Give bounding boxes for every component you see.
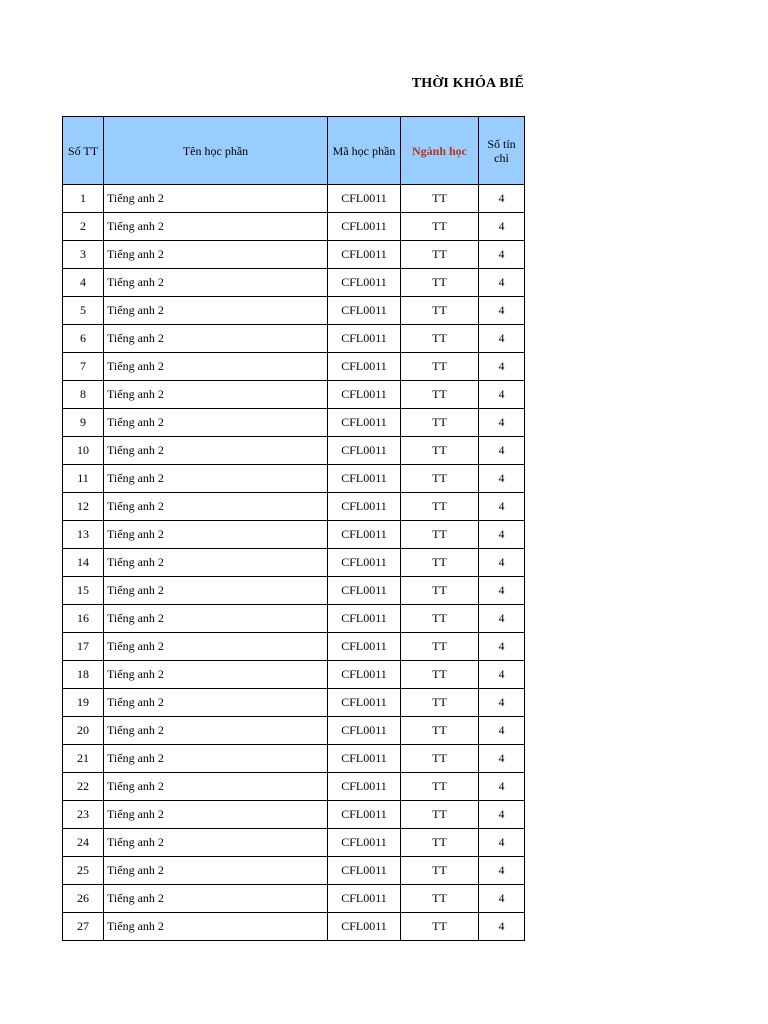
cell-stt: 11 <box>63 465 104 493</box>
cell-course-code: CFL0011 <box>328 801 401 829</box>
cell-credits: 4 <box>479 885 525 913</box>
cell-stt: 22 <box>63 773 104 801</box>
cell-credits: 4 <box>479 605 525 633</box>
cell-major: TT <box>401 549 479 577</box>
cell-major: TT <box>401 773 479 801</box>
cell-course-name: Tiếng anh 2 <box>104 353 328 381</box>
table-row <box>63 185 525 213</box>
cell-course-code: CFL0011 <box>328 689 401 717</box>
cell-course-name: Tiếng anh 2 <box>104 885 328 913</box>
schedule-table <box>62 116 525 941</box>
cell-course-name: Tiếng anh 2 <box>104 269 328 297</box>
cell-major: TT <box>401 465 479 493</box>
table-row <box>63 325 525 353</box>
cell-course-code: CFL0011 <box>328 213 401 241</box>
header-credits: Số tín chỉ <box>479 117 525 185</box>
cell-course-code: CFL0011 <box>328 745 401 773</box>
cell-course-name: Tiếng anh 2 <box>104 381 328 409</box>
cell-course-code: CFL0011 <box>328 773 401 801</box>
cell-credits: 4 <box>479 857 525 885</box>
cell-major: TT <box>401 577 479 605</box>
cell-stt: 23 <box>63 801 104 829</box>
cell-stt: 4 <box>63 269 104 297</box>
table-row <box>63 437 525 465</box>
table-row <box>63 913 525 941</box>
cell-course-name: Tiếng anh 2 <box>104 689 328 717</box>
cell-major: TT <box>401 353 479 381</box>
table-row <box>63 269 525 297</box>
cell-credits: 4 <box>479 801 525 829</box>
cell-course-code: CFL0011 <box>328 381 401 409</box>
cell-stt: 6 <box>63 325 104 353</box>
cell-course-code: CFL0011 <box>328 241 401 269</box>
cell-credits: 4 <box>479 661 525 689</box>
cell-course-code: CFL0011 <box>328 717 401 745</box>
cell-course-code: CFL0011 <box>328 325 401 353</box>
cell-credits: 4 <box>479 381 525 409</box>
table-row <box>63 521 525 549</box>
cell-stt: 13 <box>63 521 104 549</box>
cell-major: TT <box>401 857 479 885</box>
cell-major: TT <box>401 605 479 633</box>
cell-course-code: CFL0011 <box>328 633 401 661</box>
cell-credits: 4 <box>479 549 525 577</box>
cell-major: TT <box>401 885 479 913</box>
cell-credits: 4 <box>479 717 525 745</box>
table-row <box>63 241 525 269</box>
cell-credits: 4 <box>479 521 525 549</box>
cell-course-code: CFL0011 <box>328 437 401 465</box>
cell-credits: 4 <box>479 269 525 297</box>
cell-course-name: Tiếng anh 2 <box>104 493 328 521</box>
cell-stt: 12 <box>63 493 104 521</box>
cell-stt: 5 <box>63 297 104 325</box>
cell-course-name: Tiếng anh 2 <box>104 801 328 829</box>
cell-course-name: Tiếng anh 2 <box>104 857 328 885</box>
cell-stt: 19 <box>63 689 104 717</box>
table-row <box>63 353 525 381</box>
cell-course-name: Tiếng anh 2 <box>104 325 328 353</box>
cell-stt: 18 <box>63 661 104 689</box>
cell-stt: 15 <box>63 577 104 605</box>
cell-course-name: Tiếng anh 2 <box>104 745 328 773</box>
cell-course-name: Tiếng anh 2 <box>104 409 328 437</box>
cell-stt: 16 <box>63 605 104 633</box>
table-row <box>63 381 525 409</box>
cell-credits: 4 <box>479 241 525 269</box>
cell-stt: 21 <box>63 745 104 773</box>
cell-course-name: Tiếng anh 2 <box>104 717 328 745</box>
cell-course-name: Tiếng anh 2 <box>104 465 328 493</box>
cell-major: TT <box>401 437 479 465</box>
cell-course-code: CFL0011 <box>328 185 401 213</box>
cell-credits: 4 <box>479 409 525 437</box>
cell-stt: 25 <box>63 857 104 885</box>
cell-stt: 17 <box>63 633 104 661</box>
table-row <box>63 717 525 745</box>
cell-credits: 4 <box>479 325 525 353</box>
cell-major: TT <box>401 213 479 241</box>
cell-credits: 4 <box>479 577 525 605</box>
table-row <box>63 745 525 773</box>
cell-major: TT <box>401 913 479 941</box>
cell-course-name: Tiếng anh 2 <box>104 633 328 661</box>
table-row <box>63 885 525 913</box>
cell-major: TT <box>401 689 479 717</box>
cell-course-name: Tiếng anh 2 <box>104 661 328 689</box>
header-major: Ngành học <box>401 117 479 185</box>
cell-course-name: Tiếng anh 2 <box>104 913 328 941</box>
cell-credits: 4 <box>479 213 525 241</box>
cell-course-code: CFL0011 <box>328 409 401 437</box>
table-row <box>63 297 525 325</box>
cell-major: TT <box>401 745 479 773</box>
cell-course-code: CFL0011 <box>328 521 401 549</box>
cell-major: TT <box>401 661 479 689</box>
cell-credits: 4 <box>479 493 525 521</box>
cell-major: TT <box>401 493 479 521</box>
cell-course-name: Tiếng anh 2 <box>104 437 328 465</box>
cell-course-code: CFL0011 <box>328 493 401 521</box>
cell-credits: 4 <box>479 353 525 381</box>
cell-major: TT <box>401 241 479 269</box>
cell-credits: 4 <box>479 185 525 213</box>
cell-course-code: CFL0011 <box>328 913 401 941</box>
cell-stt: 14 <box>63 549 104 577</box>
cell-major: TT <box>401 325 479 353</box>
cell-course-name: Tiếng anh 2 <box>104 185 328 213</box>
cell-course-name: Tiếng anh 2 <box>104 773 328 801</box>
cell-course-code: CFL0011 <box>328 829 401 857</box>
cell-major: TT <box>401 521 479 549</box>
cell-stt: 27 <box>63 913 104 941</box>
header-course-name: Tên học phần <box>104 117 328 185</box>
cell-credits: 4 <box>479 633 525 661</box>
cell-course-name: Tiếng anh 2 <box>104 829 328 857</box>
table-row <box>63 857 525 885</box>
cell-major: TT <box>401 717 479 745</box>
cell-major: TT <box>401 297 479 325</box>
cell-course-name: Tiếng anh 2 <box>104 213 328 241</box>
cell-major: TT <box>401 409 479 437</box>
cell-major: TT <box>401 381 479 409</box>
table-row <box>63 633 525 661</box>
cell-course-name: Tiếng anh 2 <box>104 297 328 325</box>
cell-course-name: Tiếng anh 2 <box>104 577 328 605</box>
table-row <box>63 465 525 493</box>
cell-course-name: Tiếng anh 2 <box>104 521 328 549</box>
cell-course-code: CFL0011 <box>328 465 401 493</box>
table-row <box>63 689 525 717</box>
cell-course-code: CFL0011 <box>328 885 401 913</box>
table-row <box>63 605 525 633</box>
cell-major: TT <box>401 801 479 829</box>
cell-stt: 7 <box>63 353 104 381</box>
cell-stt: 1 <box>63 185 104 213</box>
cell-stt: 8 <box>63 381 104 409</box>
cell-course-code: CFL0011 <box>328 857 401 885</box>
page-title: THỜI KHÓA BIỂ <box>411 76 524 91</box>
cell-major: TT <box>401 829 479 857</box>
cell-course-name: Tiếng anh 2 <box>104 241 328 269</box>
cell-major: TT <box>401 269 479 297</box>
header-course-code: Mã học phần <box>328 117 401 185</box>
table-row <box>63 773 525 801</box>
cell-stt: 2 <box>63 213 104 241</box>
table-row <box>63 661 525 689</box>
cell-credits: 4 <box>479 297 525 325</box>
table-row <box>63 549 525 577</box>
cell-course-name: Tiếng anh 2 <box>104 549 328 577</box>
cell-stt: 10 <box>63 437 104 465</box>
cell-stt: 9 <box>63 409 104 437</box>
cell-credits: 4 <box>479 773 525 801</box>
cell-stt: 24 <box>63 829 104 857</box>
cell-course-code: CFL0011 <box>328 297 401 325</box>
table-row <box>63 213 525 241</box>
cell-course-name: Tiếng anh 2 <box>104 605 328 633</box>
cell-stt: 3 <box>63 241 104 269</box>
table-row <box>63 829 525 857</box>
cell-course-code: CFL0011 <box>328 605 401 633</box>
cell-stt: 26 <box>63 885 104 913</box>
table-body <box>63 185 525 941</box>
cell-major: TT <box>401 185 479 213</box>
cell-course-code: CFL0011 <box>328 269 401 297</box>
cell-course-code: CFL0011 <box>328 549 401 577</box>
table-row <box>63 493 525 521</box>
cell-course-code: CFL0011 <box>328 661 401 689</box>
cell-stt: 20 <box>63 717 104 745</box>
cell-credits: 4 <box>479 913 525 941</box>
cell-major: TT <box>401 633 479 661</box>
header-row <box>63 117 525 185</box>
table-row <box>63 801 525 829</box>
cell-credits: 4 <box>479 437 525 465</box>
cell-credits: 4 <box>479 829 525 857</box>
cell-course-code: CFL0011 <box>328 353 401 381</box>
cell-credits: 4 <box>479 465 525 493</box>
cell-credits: 4 <box>479 745 525 773</box>
cell-course-code: CFL0011 <box>328 577 401 605</box>
cell-credits: 4 <box>479 689 525 717</box>
table-row <box>63 577 525 605</box>
header-stt: Số TT <box>63 117 104 185</box>
table-row <box>63 409 525 437</box>
